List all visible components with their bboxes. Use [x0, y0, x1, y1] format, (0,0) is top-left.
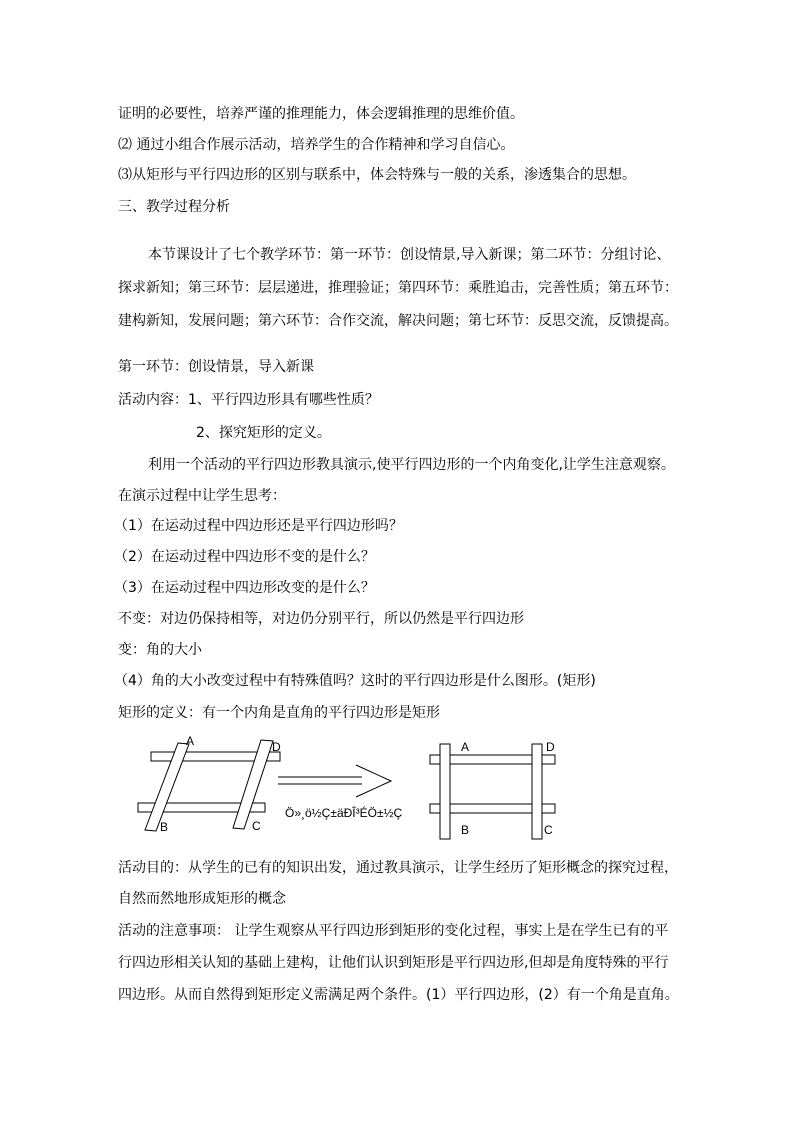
section-heading: 三、教学过程分析 — [118, 199, 230, 215]
arrow-caption: Ö»¸ö½Ç±äÐÎ³ÉÖ±½Ç — [285, 806, 403, 820]
notes-line-2: 行四边形相关认知的基础上建构，让他们认识到矩形是平行四边形,但却是角度特殊的平行 — [118, 955, 669, 971]
left-label-a: A — [186, 734, 195, 748]
left-label-b: B — [160, 820, 169, 834]
right-label-d: D — [546, 740, 555, 754]
notes-line-3: 四边形。从而自然得到矩形定义需满足两个条件。(1）平行四边形，(2）有一个角是直角。 — [118, 987, 679, 1003]
question-4: （4）角的大小改变过程中有特殊值吗？这时的平行四边形是什么图形。(矩形) — [114, 673, 596, 689]
question-3: （3）在运动过程中四边形改变的是什么？ — [114, 580, 375, 596]
objective-line-1: 证明的必要性，培养严谨的推理能力，体会逻辑推理的思维价值。 — [118, 106, 524, 122]
answer-unchanged: 不变：对边仍保持相等，对边仍分别平行，所以仍然是平行四边形 — [118, 611, 524, 627]
objective-line-2: ⑵ 通过小组合作展示活动，培养学生的合作精神和学习自信心。 — [118, 137, 515, 153]
arrow-head — [356, 765, 391, 797]
left-label-d: D — [272, 740, 281, 754]
stage-title: 第一环节：创设情景，导入新课 — [118, 359, 314, 375]
right-right-bar — [532, 744, 542, 839]
right-label-c: C — [544, 823, 553, 837]
question-2: （2）在运动过程中四边形不变的是什么？ — [114, 549, 375, 565]
right-label-b: B — [461, 823, 470, 837]
purpose-line-1: 活动目的：从学生的已有的知识出发，通过教具演示，让学生经历了矩形概念的探究过程， — [118, 860, 678, 876]
activity-content: 活动内容：1、平行四边形具有哪些性质？ — [118, 392, 379, 408]
overview-line-1: 本节课设计了七个教学环节：第一环节：创设情景,导入新课；第二环节：分组讨论、 — [148, 247, 671, 263]
demo-line-2: 在演示过程中让学生思考： — [118, 488, 286, 504]
right-left-bar — [440, 744, 450, 839]
activity-content-item-2: 2、探究矩形的定义。 — [196, 425, 331, 441]
demo-line-1: 利用一个活动的平行四边形教具演示,使平行四边形的一个内角变化,让学生注意观察。 — [148, 457, 675, 473]
overview-line-2: 探求新知；第三环节：层层递进，推理验证；第四环节：乘胜追击，完善性质；第五环节： — [118, 280, 678, 296]
objective-line-3: ⑶从矩形与平行四边形的区别与联系中，体会特殊与一般的关系，渗透集合的思想。 — [118, 167, 636, 183]
answer-changed: 变：角的大小 — [118, 642, 202, 658]
purpose-line-2: 自然而然地形成矩形的概念 — [118, 891, 286, 907]
rectangle-definition: 矩形的定义：有一个内角是直角的平行四边形是矩形 — [118, 705, 440, 721]
notes-line-1: 活动的注意事项： 让学生观察从平行四边形到矩形的变化过程，事实上是在学生已有的平 — [118, 923, 669, 939]
right-label-a: A — [461, 740, 470, 754]
question-1: （1）在运动过程中四边形还是平行四边形吗？ — [114, 518, 403, 534]
overview-line-3: 建构新知，发展问题；第六环节：合作交流，解决问题；第七环节：反思交流，反馈提高。 — [118, 313, 678, 329]
left-label-c: C — [252, 819, 261, 833]
